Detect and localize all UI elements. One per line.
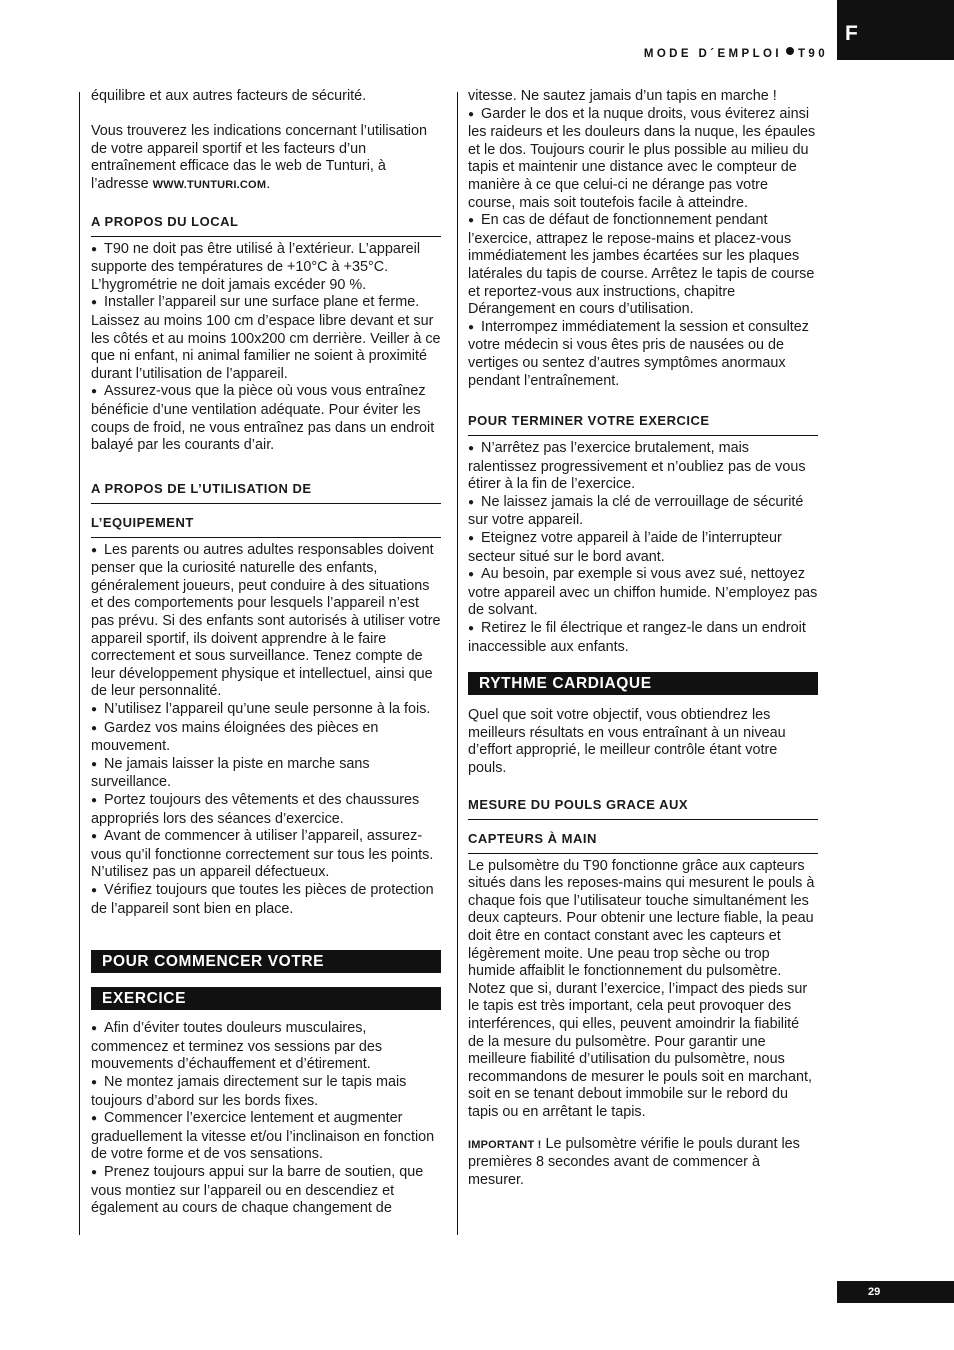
page-number: 29: [837, 1281, 954, 1303]
use-section-title-line-1: A PROPOS DE L’UTILISATION DE: [91, 474, 441, 504]
continued-text: vitesse. Ne sautez jamais d’un tapis en marche !: [468, 88, 777, 104]
start-item-continued: ● En cas de défaut de fonctionnement pendant l’exercice, attrapez le repose-mains et placez-vous immédiatement les jambes écartées sur les plaques latérales du tapis de course. Arrêtez le tapis de course et reportez-vous aux instructions, chapitre Dérangement en cours d’utilisation.: [468, 212, 818, 319]
intro-paragraph-2: [91, 123, 441, 194]
running-header: [0, 47, 828, 60]
important-note: [468, 1136, 818, 1190]
use-item: ● Ne jamais laisser la piste en marche sans surveillance.: [91, 756, 441, 792]
use-item: ● N’utilisez l’appareil qu’une seule personne à la fois.: [91, 701, 441, 720]
important-label: IMPORTANT !: [468, 1138, 542, 1151]
left-column-rule: [79, 92, 80, 1235]
left-column: [91, 88, 441, 1218]
intro-end: .: [266, 175, 271, 192]
use-item: ● Avant de commencer à utiliser l’appareil, assurez-vous qu’il fonctionne correctement sur tous les points. N’utilisez pas un appareil défectueux.: [91, 828, 441, 882]
finish-section-title: POUR TERMINER VOTRE EXERCICE: [468, 406, 818, 436]
finish-item: ● Ne laissez jamais la clé de verrouillage de sécurité sur votre appareil.: [468, 494, 818, 530]
heart-rate-section-title: RYTHME CARDIAQUE: [468, 672, 818, 695]
use-item: ● Portez toujours des vêtements et des chaussures appropriés lors des séances d’exercice.: [91, 792, 441, 828]
model-name: T90: [797, 48, 828, 60]
start-item: ● Commencer l’exercice lentement et augmenter graduellement la vitesse et/ou l’inclinaison en fonction de votre forme et de vos sensations.: [91, 1110, 441, 1164]
finish-item: ● Retirez le fil électrique et rangez-le dans un endroit inaccessible aux enfants.: [468, 620, 818, 656]
use-section-title-line-2: L’EQUIPEMENT: [91, 508, 441, 538]
start-item: ● Afin d’éviter toutes douleurs musculaires, commencez et terminez vos sessions par des mouvements d’échauffement et d’étirement.: [91, 1020, 441, 1074]
start-item: ● Prenez toujours appui sur la barre de soutien, que vous montiez sur l’appareil ou en descendiez et également au cours de chaque changement de: [91, 1164, 441, 1218]
start-section-title-line-1: POUR COMMENCER VOTRE: [91, 950, 441, 973]
middle-column-rule: [457, 92, 458, 1235]
use-item: ● Gardez vos mains éloignées des pièces en mouvement.: [91, 720, 441, 756]
bullet-separator-icon: [786, 47, 794, 55]
pulse-section-title-line-1: MESURE DU POULS GRACE AUX: [468, 790, 818, 820]
start-item: ● Ne montez jamais directement sur le tapis mais toujours d’abord sur les bords fixes.: [91, 1074, 441, 1110]
heart-rate-intro: Quel que soit votre objectif, vous obtiendrez les meilleurs résultats en vous entraînant à un niveau d’effort approprié, le meilleur contrôle étant votre pouls.: [468, 707, 786, 776]
language-tab: F: [837, 0, 954, 60]
important-text: Le pulsomètre vérifie le pouls durant les premières 8 secondes avant de commencer à mesurer.: [468, 1135, 800, 1188]
right-column: [468, 88, 818, 1189]
pulse-section-title-line-2: CAPTEURS À MAIN: [468, 824, 818, 854]
intro-text: Vous trouverez les indications concernant l’utilisation de votre appareil sportif et les facteurs d’un entraînement efficace das le web de Tunturi, à l’adresse: [91, 123, 427, 192]
local-section-title: A PROPOS DU LOCAL: [91, 207, 441, 237]
local-item: ● Assurez-vous que la pièce où vous vous entraînez bénéficie d’une ventilation adéquate. Pour éviter les coups de froid, ne vous entraînez pas dans un endroit balayé par les courants d’air.: [91, 383, 441, 454]
use-item: ● Vérifiez toujours que toutes les pièces de protection de l’appareil sont bien en place.: [91, 882, 441, 918]
use-item: ● Les parents ou autres adultes responsables doivent penser que la curiosité naturelle des enfants, généralement joueurs, peut conduire à des situations et des comportements pour lesquels l’appareil n’est pas prévu. Si des enfants sont autorisés à utiliser votre appareil sportif, ils doivent apprendre à le faire correctement et sous surveillance. Tenez compte de leur développement physique et intellectuel, ainsi que de leur personnalité.: [91, 542, 441, 701]
manual-title: MODE D´EMPLOI: [643, 48, 782, 60]
intro-paragraph-1: équilibre et aux autres facteurs de sécurité.: [91, 88, 367, 104]
tunturi-url: WWW.TUNTURI.COM: [152, 178, 267, 191]
finish-item: ● N’arrêtez pas l’exercice brutalement, mais ralentissez progressivement et n’oubliez pas de vous étirer à la fin de l’exercice.: [468, 440, 818, 494]
local-item: ● Installer l’appareil sur une surface plane et ferme. Laissez au moins 100 cm d’espace libre devant et sur les côtés et au moins 100x200 cm derrière. Veiller à ce que ni enfant, ni animal familier ne soient à proximité durant l’utilisation de l’appareil.: [91, 294, 441, 383]
start-item-continued: ● Interrompez immédiatement la session et consultez votre médecin si vous êtes pris de nausées ou de vertiges ou sentez d’autres symptômes anormaux pendant l’entraînement.: [468, 319, 818, 390]
local-item: ● T90 ne doit pas être utilisé à l’extérieur. L’appareil supporte des températures de +10°C à +35°C. L’hygrométrie ne doit jamais excéder 90 %.: [91, 241, 441, 295]
start-section-title-line-2: EXERCICE: [91, 987, 441, 1010]
finish-item: ● Au besoin, par exemple si vous avez sué, nettoyez votre appareil avec un chiffon humide. N’employez pas de solvant.: [468, 566, 818, 620]
pulse-paragraph: Le pulsomètre du T90 fonctionne grâce aux capteurs situés dans les reposes-mains qui mesurent le pouls à chaque fois que l’utilisateur touche simultanément les deux capteurs. Pour obtenir une lecture fiable, la peau doit être en contact constant avec les capteurs et légèrement moite. Une peau trop sèche ou trop humide affaiblit le fonctionnement du pulsomètre. Notez que si, durant l’exercice, l’impact des pieds sur le tapis est très important, cela peut provoquer des interférences, qui elles, peuvent amoindrir la fiabilité de la mesure du pulsomètre. Pour garantir une meilleure fiabilité d’utilisation du pulsomètre, nous recommandons de mesurer le pouls soit en marchant, soit en se tenant debout immobile sur le rebord du tapis ou en arrêtant le tapis.: [468, 857, 815, 1120]
finish-item: ● Eteignez votre appareil à l’aide de l’interrupteur secteur situé sur le bord avant.: [468, 530, 818, 566]
start-item-continued: ● Garder le dos et la nuque droits, vous éviterez ainsi les raideurs et les douleurs dans la nuque, les épaules et le dos. Toujours courir le plus possible au milieu du tapis et maintenir une distance avec le compteur de manière à ce que celui-ci ne dérange pas votre course, mais soit toutefois facile à atteindre.: [468, 106, 818, 213]
